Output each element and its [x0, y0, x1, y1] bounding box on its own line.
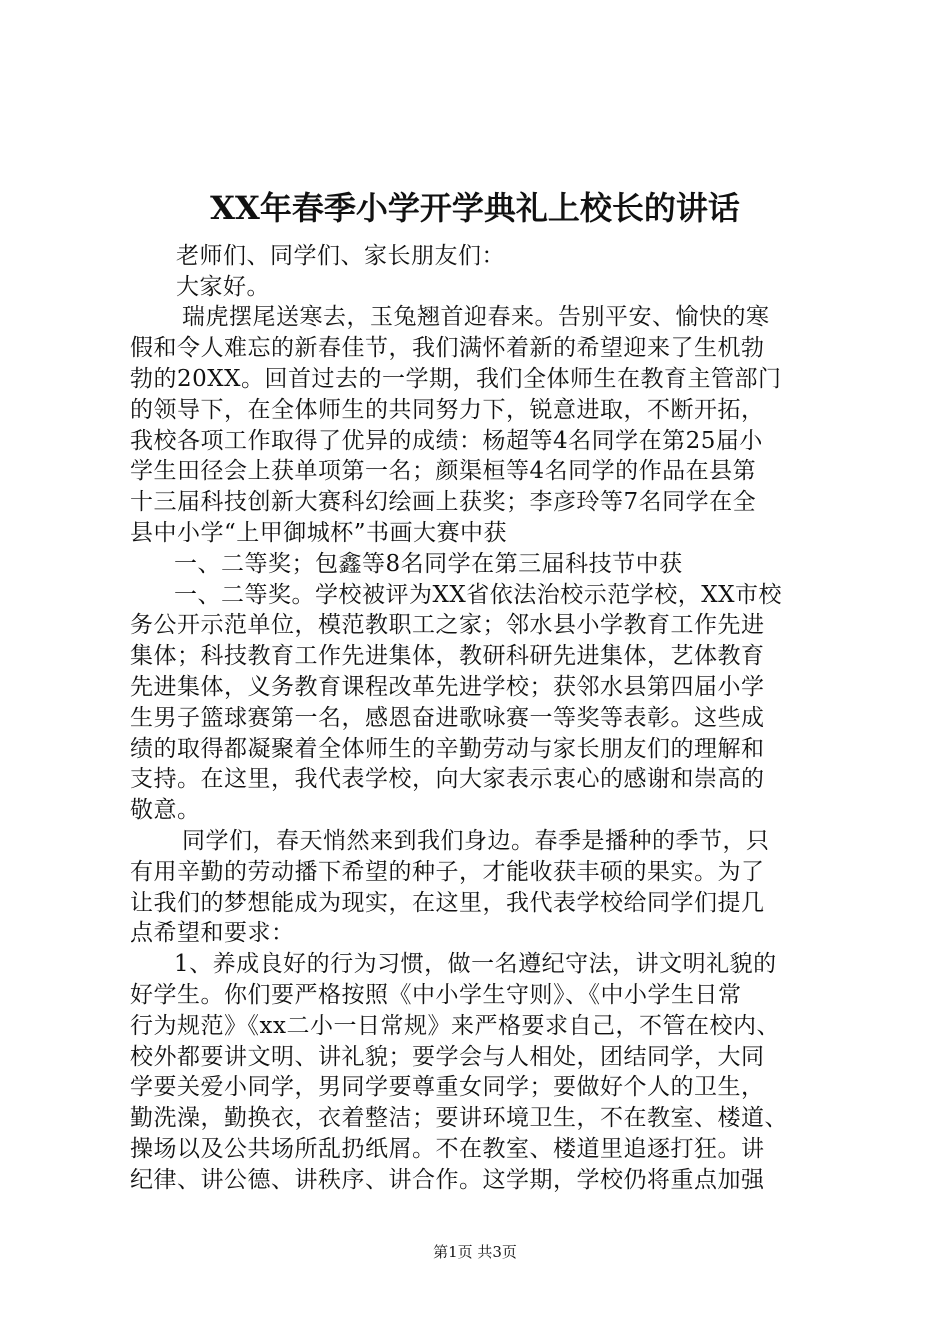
paragraph-line: 生男子篮球赛第一名，感恩奋进歌咏赛一等奖等表彰。这些成 [130, 704, 765, 731]
paragraph-line: 点希望和要求： [130, 920, 295, 947]
paragraph-line: 行为规范》《xx二小一日常规》来严格要求自己，不管在校内、 [130, 1012, 780, 1039]
page-number-footer: 第1页 共3页 [433, 1243, 517, 1261]
paragraph-line: 纪律、讲公德、讲秩序、讲合作。这学期，学校仍将重点加强 [130, 1166, 765, 1193]
document-body [130, 210, 840, 1196]
paragraph-line: 一、二等奖。学校被评为XX省依法治校示范学校，XX市校 [174, 581, 782, 608]
paragraph-line: 一、二等奖；包鑫等8名同学在第三届科技节中获 [174, 550, 683, 577]
paragraph-line: 十三届科技创新大赛科幻绘画上获奖；李彦玲等7名同学在全 [130, 489, 757, 516]
paragraph-line: 敬意。 [130, 797, 201, 824]
paragraph-line: 支持。在这里，我代表学校，向大家表示衷心的感谢和崇高的 [130, 766, 765, 793]
paragraph-line: 让我们的梦想能成为现实，在这里，我代表学校给同学们提几 [130, 889, 765, 916]
paragraph-line: 我校各项工作取得了优异的成绩：杨超等4名同学在第25届小 [130, 427, 763, 454]
paragraph-line: 瑞虎摆尾送寒去，玉兔翘首迎春来。告别平安、愉快的寒 [182, 304, 770, 331]
paragraph-line: 假和令人难忘的新春佳节，我们满怀着新的希望迎来了生机勃 [130, 335, 765, 362]
paragraph-line: 务公开示范单位，模范教职工之家；邻水县小学教育工作先进 [130, 612, 765, 639]
spacer-line [130, 210, 840, 241]
paragraph-line: 的领导下，在全体师生的共同努力下，锐意进取，不断开拓， [130, 396, 765, 423]
paragraph-line: 先进集体，义务教育课程改革先进学校；获邻水县第四届小学 [130, 673, 765, 700]
paragraph-line: 好学生。你们要严格按照《中小学生守则》、《中小学生日常 [130, 981, 742, 1008]
paragraph-line: 学生田径会上获单项第一名；颜渠桓等4名同学的作品在县第 [130, 458, 757, 485]
paragraph-line: 同学们，春天悄然来到我们身边。春季是播种的季节，只 [182, 827, 770, 854]
paragraph-line: 有用辛勤的劳动播下希望的种子，才能收获丰硕的果实。为了 [130, 858, 765, 885]
paragraph-line: 县中小学“上甲御城杯”书画大赛中获 [130, 519, 508, 546]
paragraph-line: 绩的取得都凝聚着全体师生的辛勤劳动与家长朋友们的理解和 [130, 735, 765, 762]
paragraph-line: 校外都要讲文明、讲礼貌；要学会与人相处，团结同学，大同 [130, 1043, 765, 1070]
salutation-line: 老师们、同学们、家长朋友们： [176, 242, 505, 269]
paragraph-line: 勤洗澡，勤换衣，衣着整洁；要讲环境卫生，不在教室、楼道、 [130, 1105, 788, 1132]
paragraph-line: 1、养成良好的行为习惯，做一名遵纪守法，讲文明礼貌的 [174, 951, 777, 978]
paragraph-line: 勃的20XX。回首过去的一学期，我们全体师生在教育主管部门 [130, 365, 782, 392]
document-title: XX年春季小学开学典礼上校长的讲话 [210, 189, 740, 227]
paragraph-line: 学要关爱小同学，男同学要尊重女同学；要做好个人的卫生， [130, 1074, 765, 1101]
paragraph-line: 集体；科技教育工作先进集体，教研科研先进集体，艺体教育 [130, 643, 765, 670]
greeting-line: 大家好。 [176, 273, 270, 300]
paragraph-line: 操场以及公共场所乱扔纸屑。不在教室、楼道里追逐打狂。讲 [130, 1135, 765, 1162]
